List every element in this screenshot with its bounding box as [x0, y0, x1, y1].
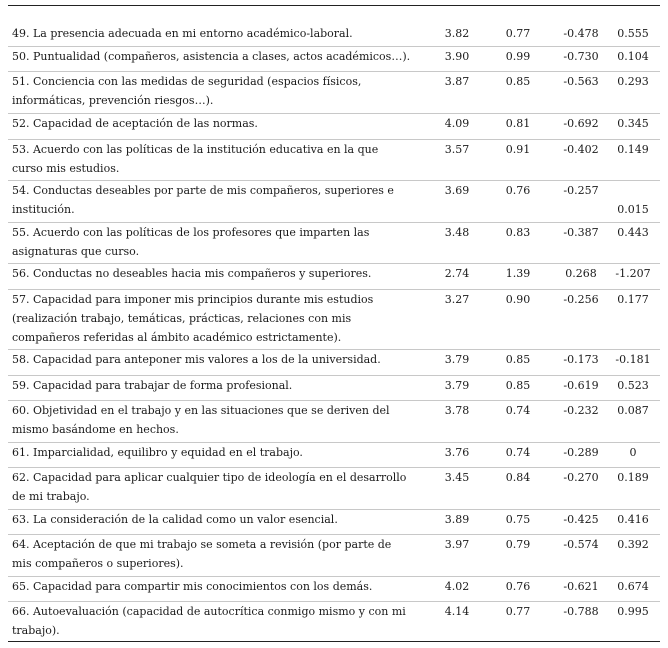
skewness-value: 0.268	[565, 267, 597, 280]
item-label: 64. Aceptación de que mi trabajo se someta a revisión (por parte de mis compañeros o superiores).	[12, 538, 392, 570]
sd-value: 0.85	[505, 75, 531, 88]
skewness-value: -0.730	[563, 50, 599, 63]
skewness-value: -0.621	[563, 580, 599, 593]
sd-value: 0.77	[505, 605, 531, 618]
skewness-value: -0.232	[563, 404, 599, 417]
mean-value: 3.57	[444, 143, 470, 156]
mean-value: 3.27	[444, 293, 470, 306]
kurtosis-value: 0.345	[617, 117, 649, 130]
mean-value: 3.82	[444, 27, 470, 40]
sd-value: 0.76	[505, 580, 531, 593]
table-row	[8, 72, 660, 114]
mean-value: 2.74	[444, 267, 470, 280]
item-label: 60. Objetividad en el trabajo y en las situaciones que se deriven del mismo basándome en hechos.	[12, 404, 390, 436]
skewness-value: -0.619	[563, 379, 599, 392]
kurtosis-value: 0	[629, 446, 637, 459]
table-row	[8, 47, 660, 72]
sd-value: 0.99	[505, 50, 531, 63]
kurtosis-value: 0.177	[617, 293, 649, 306]
sd-value: 0.91	[505, 143, 531, 156]
kurtosis-value: 0.392	[617, 538, 649, 551]
kurtosis-value: 0.416	[617, 513, 649, 526]
sd-value: 0.76	[505, 184, 531, 197]
table-row	[8, 468, 660, 510]
kurtosis-value: 0.674	[617, 580, 649, 593]
table-bottom-rule	[8, 641, 660, 642]
table-row	[8, 443, 660, 468]
sd-value: 0.79	[505, 538, 531, 551]
skewness-value: -0.173	[563, 353, 599, 366]
skewness-value: -0.692	[563, 117, 599, 130]
kurtosis-value: 0.104	[617, 50, 649, 63]
table-row	[8, 114, 660, 140]
skewness-value: -0.402	[563, 143, 599, 156]
sd-value: 0.81	[505, 117, 531, 130]
mean-value: 4.14	[444, 605, 470, 618]
kurtosis-value: 0.995	[617, 605, 649, 618]
skewness-value: -0.478	[563, 27, 599, 40]
sd-value: 1.39	[505, 267, 531, 280]
item-label: 62. Capacidad para aplicar cualquier tipo de ideología en el desarrollo de mi trabajo.	[12, 471, 407, 503]
item-label: 65. Capacidad para compartir mis conocimientos con los demás.	[12, 580, 373, 593]
table-row	[8, 401, 660, 443]
skewness-value: -0.256	[563, 293, 599, 306]
table-row	[8, 140, 660, 181]
item-label: 58. Capacidad para anteponer mis valores a los de la universidad.	[12, 353, 381, 366]
sd-value: 0.90	[505, 293, 531, 306]
table-row	[8, 223, 660, 264]
kurtosis-value: 0.293	[617, 75, 649, 88]
item-label: 53. Acuerdo con las políticas de la institución educativa en la que curso mis estudios.	[12, 143, 379, 175]
table-row	[8, 181, 660, 223]
table-row	[8, 577, 660, 602]
sd-value: 0.84	[505, 471, 531, 484]
mean-value: 3.89	[444, 513, 470, 526]
sd-value: 0.77	[505, 27, 531, 40]
skewness-value: -0.387	[563, 226, 599, 239]
mean-value: 3.97	[444, 538, 470, 551]
kurtosis-value: 0.555	[617, 27, 649, 40]
skewness-value: -0.425	[563, 513, 599, 526]
mean-value: 3.79	[444, 353, 470, 366]
item-label: 56. Conductas no deseables hacia mis compañeros y superiores.	[12, 267, 372, 280]
item-label: 66. Autoevaluación (capacidad de autocrítica conmigo mismo y con mi trabajo).	[12, 605, 406, 637]
item-label: 54. Conductas deseables por parte de mis compañeros, superiores e institución.	[12, 184, 394, 216]
mean-value: 3.45	[444, 471, 470, 484]
sd-value: 0.83	[505, 226, 531, 239]
sd-value: 0.85	[505, 353, 531, 366]
mean-value: 3.78	[444, 404, 470, 417]
mean-value: 3.76	[444, 446, 470, 459]
table-row	[8, 24, 660, 47]
kurtosis-value: -0.181	[615, 353, 651, 366]
sd-value: 0.85	[505, 379, 531, 392]
mean-value: 3.90	[444, 50, 470, 63]
mean-value: 3.48	[444, 226, 470, 239]
item-label: 52. Capacidad de aceptación de las normas.	[12, 117, 258, 130]
table-row	[8, 510, 660, 535]
item-label: 51. Conciencia con las medidas de seguridad (espacios físicos, informáticas, prevención riesgos…).	[12, 75, 362, 107]
kurtosis-value: 0.015	[617, 203, 649, 216]
table-row	[8, 376, 660, 401]
item-label: 50. Puntualidad (compañeros, asistencia a clases, actos académicos…).	[12, 50, 411, 63]
item-label: 49. La presencia adecuada en mi entorno académico-laboral.	[12, 27, 353, 40]
skewness-value: -0.563	[563, 75, 599, 88]
table-row	[8, 290, 660, 350]
table-row	[8, 602, 660, 641]
mean-value: 3.87	[444, 75, 470, 88]
item-label: 55. Acuerdo con las políticas de los profesores que imparten las asignaturas que curso.	[12, 226, 370, 258]
table-row	[8, 264, 660, 290]
table-row	[8, 350, 660, 376]
skewness-value: -0.257	[563, 184, 599, 197]
skewness-value: -0.289	[563, 446, 599, 459]
skewness-value: -0.788	[563, 605, 599, 618]
mean-value: 3.69	[444, 184, 470, 197]
sd-value: 0.74	[505, 446, 531, 459]
mean-value: 4.09	[444, 117, 470, 130]
item-label: 57. Capacidad para imponer mis principios durante mis estudios (realización trabajo, temáticas, prácticas, relaciones con mis compañeros referidas al ámbito académico estrictamente).	[12, 293, 374, 344]
kurtosis-value: 0.087	[617, 404, 649, 417]
kurtosis-value: 0.523	[617, 379, 649, 392]
sd-value: 0.74	[505, 404, 531, 417]
sd-value: 0.75	[505, 513, 531, 526]
item-label: 61. Imparcialidad, equilibro y equidad en el trabajo.	[12, 446, 303, 459]
item-label: 59. Capacidad para trabajar de forma profesional.	[12, 379, 293, 392]
table-row	[8, 535, 660, 577]
mean-value: 3.79	[444, 379, 470, 392]
mean-value: 4.02	[444, 580, 470, 593]
skewness-value: -0.574	[563, 538, 599, 551]
kurtosis-value: -1.207	[615, 267, 651, 280]
kurtosis-value: 0.443	[617, 226, 649, 239]
item-label: 63. La consideración de la calidad como un valor esencial.	[12, 513, 338, 526]
table-top-rule	[8, 5, 660, 6]
kurtosis-value: 0.189	[617, 471, 649, 484]
kurtosis-value: 0.149	[617, 143, 649, 156]
skewness-value: -0.270	[563, 471, 599, 484]
